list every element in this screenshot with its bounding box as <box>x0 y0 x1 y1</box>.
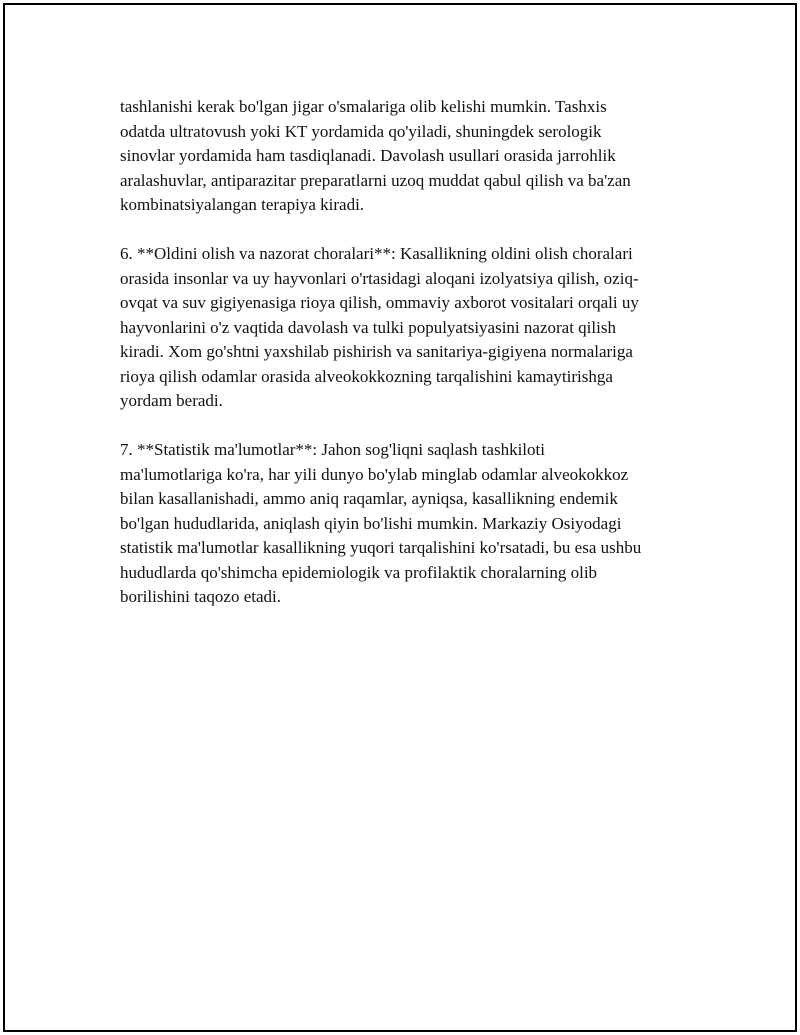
paragraph-treatment: tashlanishi kerak bo'lgan jigar o'smalariga olib kelishi mumkin. Tashxis odatda ultratovush yoki KT yordamida qo'yiladi, shuningdek serologik sinovlar yordamida ham tasdiqlanadi. Davolash usullari orasida jarrohlik aralashuvlar, antiparazitar preparatlarni uzoq muddat qabul qilish va ba'zan kombinatsiyalangan terapiya kiradi. <box>120 97 631 214</box>
document-page <box>3 3 797 1032</box>
paragraph-prevention: 6. **Oldini olish va nazorat choralari**: Kasallikning oldini olish choralari orasida insonlar va uy hayvonlari o'rtasidagi aloqani izolyatsiya qilish, oziq- ovqat va suv gigiyenasiga rioya qilish, ommaviy axborot vositalari orqali uy hayvonlarini o'z vaqtida davolash va tulki populyatsiyasini nazorat qilish kiradi. Xom go'shtni yaxshilab pishirish va sanitariya-gigiyena normalariga rioya qilish odamlar orasida alveokokkozning tarqalishini kamaytirishga yordam beradi. <box>120 244 639 410</box>
paragraph-statistics: 7. **Statistik ma'lumotlar**: Jahon sog'liqni saqlash tashkiloti ma'lumotlariga ko'ra, har yili dunyo bo'ylab minglab odamlar alveokokkoz bilan kasallanishadi, ammo aniq raqamlar, ayniqsa, kasallikning endemik bo'lgan hududlarida, aniqlash qiyin bo'lishi mumkin. Markaziy Osiyodagi statistik ma'lumotlar kasallikning yuqori tarqalishini ko'rsatadi, bu esa ushbu hududlarda qo'shimcha epidemiologik va profilaktik choralarning olib borilishini taqozo etadi. <box>120 440 642 606</box>
document-body <box>120 95 700 634</box>
